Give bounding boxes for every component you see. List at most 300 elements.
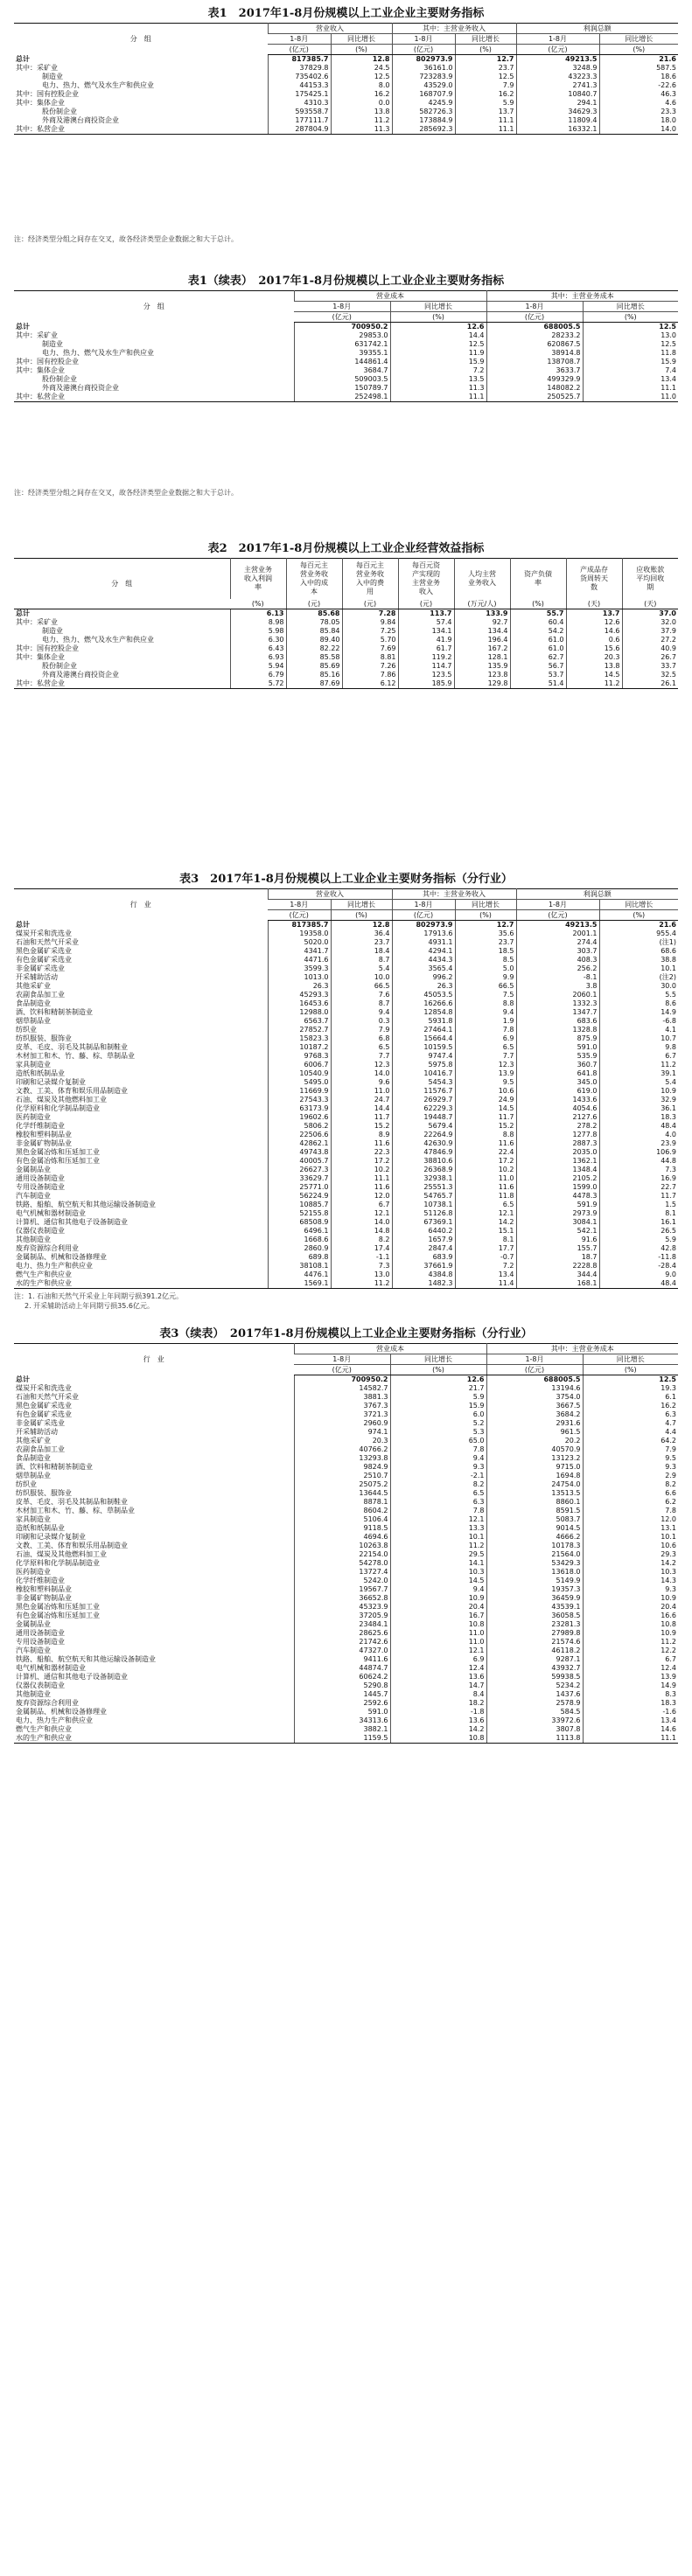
cell-value: 6.7 [599,1052,678,1061]
cell-value: 8591.5 [486,1507,583,1515]
cell-value: 1277.8 [516,1131,599,1139]
cell-value: 27852.7 [268,1026,331,1034]
cell-value: 133.9 [454,609,510,619]
cell-value: 735402.6 [268,73,331,81]
industry-header: 行 业 [129,900,151,909]
table-row [14,636,678,644]
cell-value: 591.0 [294,1708,390,1716]
cell-value: 15.9 [390,358,486,366]
row-label: 文教、工美、体育和娱乐用品制造业 [16,1542,128,1549]
row-label: 化学原料和化学制品制造业 [16,1559,100,1567]
cell-value: 11.2 [331,1279,392,1289]
cell-value: 12.1 [331,1209,392,1218]
row-label: 总计 [16,609,30,617]
cell-value: 41.9 [398,636,454,644]
cell-value: 1433.6 [516,1096,599,1104]
cell-value: 8878.1 [294,1498,390,1507]
cell-value: 26.1 [622,679,678,689]
table-row [14,1568,678,1577]
table-row [14,358,678,366]
unit-header: (亿元) [294,1365,390,1375]
table-row [14,1104,678,1113]
cell-value: 18.3 [599,1113,678,1122]
row-label: 橡胶和塑料制品业 [16,1131,72,1138]
cell-value: 63173.9 [268,1104,331,1113]
cell-value: 24.5 [331,64,392,73]
cell-value: 700950.2 [294,1375,390,1385]
cell-value: 13123.2 [486,1454,583,1463]
cell-value: 13644.5 [294,1489,390,1498]
cell-value: 5679.4 [392,1122,455,1131]
cell-value: 25771.0 [268,1183,331,1192]
yoy-header: 同比增长 [599,34,678,45]
cell-value: 4.1 [599,1026,678,1034]
indicator-header: 产成品存货周转天数 [566,559,622,600]
cell-value: 60.4 [510,618,566,627]
table-row [14,1183,678,1192]
cell-value: 14.4 [390,331,486,340]
row-label: 金属制品、机械和设备修理业 [16,1253,107,1261]
cell-value: -1.8 [390,1708,486,1716]
row-label: 燃气生产和供应业 [16,1725,72,1733]
row-label: 电力、热力生产和供应业 [16,1262,93,1270]
cell-value: 8.7 [331,956,392,964]
cell-value: 13.4 [455,1271,516,1279]
cell-value: 34629.3 [516,108,599,116]
cell-value: 22264.9 [392,1131,455,1139]
profit-header: 利润总额 [516,24,678,34]
row-label: 石油和天然气开采业 [16,938,79,946]
cell-value: 12.5 [583,1375,678,1385]
cell-value: 17.2 [331,1157,392,1166]
cell-value: 9.5 [583,1454,678,1463]
cell-value: 10.2 [331,1166,392,1174]
cost-header: 营业成本 [294,291,486,302]
row-label: 金属制品业 [16,1166,51,1173]
cell-value: 135.9 [454,662,510,671]
table-row [14,1078,678,1087]
table-row [14,1437,678,1445]
period-header: 1-8月 [268,900,331,910]
unit-header: (元) [342,599,398,609]
cell-value: 3721.3 [294,1410,390,1419]
row-label: 制造业 [42,73,63,80]
cell-value: 5.4 [599,1078,678,1087]
cell-value: 15.1 [455,1227,516,1236]
cell-value: 6.7 [331,1201,392,1209]
cell-value: 9.84 [342,618,398,627]
cell-value: 10.6 [455,1087,516,1096]
row-label: 其中：集体企业 [16,366,65,374]
table-row [14,1708,678,1716]
row-label: 木材加工和木、竹、藤、棕、草制品业 [16,1052,135,1060]
cell-value: 16453.6 [268,999,331,1008]
cell-value: 11.1 [390,393,486,402]
row-label: 烟草制品业 [16,1472,51,1479]
period-header: 1-8月 [516,900,599,910]
unit-header: (万元/人) [454,599,510,609]
cell-value: 12.1 [390,1515,486,1524]
cell-value: 21.6 [599,921,678,930]
cell-value: 29.3 [583,1550,678,1559]
row-label: 煤炭开采和洗选业 [16,929,72,937]
cell-value: 6.9 [390,1655,486,1664]
table3-note-1: 注：1. 石油和天然气开采业上年同期亏损391.2亿元。 [14,1292,184,1300]
cell-value: 9.8 [599,1043,678,1052]
cell-value: 19448.7 [392,1113,455,1122]
cell-value: 6006.7 [268,1061,331,1069]
cell-value: 4384.8 [392,1271,455,1279]
unit-header: (%) [390,312,486,323]
row-label: 开采辅助活动 [16,973,58,981]
cell-value: 167.2 [454,644,510,653]
row-label: 纺织服装、服饰业 [16,1489,72,1497]
table-row [14,1209,678,1218]
table-row [14,1480,678,1489]
cell-value: 7.5 [455,991,516,999]
table-row [14,64,678,73]
cell-value: 29.5 [390,1550,486,1559]
unit-header: (%) [455,910,516,921]
row-label: 其中：采矿业 [16,64,58,72]
cell-value: 45293.3 [268,991,331,999]
cell-value: 13.1 [583,1524,678,1533]
cell-value: 6.9 [455,1034,516,1043]
table-row [14,1375,678,1385]
yoy-header: 同比增长 [455,900,516,910]
cell-value: 10.2 [455,1166,516,1174]
cell-value: 11.2 [390,1542,486,1550]
cell-value: 22.7 [599,1183,678,1192]
table-row [14,1629,678,1638]
cell-value: 16.1 [599,1218,678,1227]
cell-value: 3767.3 [294,1402,390,1410]
cell-value: 12.0 [583,1515,678,1524]
unit-header: (元) [398,599,454,609]
cell-value: 13293.8 [294,1454,390,1463]
cell-value: 28625.6 [294,1629,390,1638]
cell-value: 4294.1 [392,947,455,956]
cell-value: 14.2 [390,1725,486,1734]
cell-value: 14.2 [583,1559,678,1568]
row-label: 造纸和纸制品业 [16,1069,65,1077]
row-label: 煤炭开采和洗选业 [16,1384,72,1392]
cell-value: 11.0 [390,1629,486,1638]
cell-value: 123.5 [398,671,454,679]
cell-value: 8.1 [599,1209,678,1218]
table-row [14,125,678,135]
row-label: 汽车制造业 [16,1647,51,1654]
cell-value: 688005.5 [486,323,583,332]
cell-value: 5.0 [455,964,516,973]
table-row [14,384,678,393]
table-row [14,1655,678,1664]
row-label: 水的生产和供应业 [14,1734,294,1744]
cell-value: 4054.6 [516,1104,599,1113]
cell-value: 2510.7 [294,1472,390,1480]
cell-value: 5.70 [342,636,398,644]
cell-value: 14.6 [566,627,622,636]
cell-value: 10416.7 [392,1069,455,1078]
cell-value: 40.9 [622,644,678,653]
cell-value: 12.1 [390,1647,486,1655]
cell-value: 1668.6 [268,1236,331,1244]
cell-value: 32.9 [599,1096,678,1104]
table-row [14,55,678,65]
row-label: 食品制造业 [16,999,51,1007]
table-row [14,1716,678,1725]
table-row [14,991,678,999]
cell-value: 26627.3 [268,1166,331,1174]
cell-value: 11576.7 [392,1087,455,1096]
cell-value: 87.69 [286,679,342,689]
cell-value: 593558.7 [268,108,331,116]
cell-value: 23281.3 [486,1620,583,1629]
cell-value: 7.2 [455,1262,516,1271]
cell-value: 5.9 [390,1393,486,1402]
cell-value: 13618.0 [486,1568,583,1577]
cell-value: 18.0 [599,116,678,125]
cell-value: 10840.7 [516,90,599,99]
cell-value: 48.4 [599,1122,678,1131]
cell-value: 175425.1 [268,90,331,99]
cell-value: 54278.0 [294,1559,390,1568]
table-row [14,1585,678,1594]
cell-value: 6.12 [342,679,398,689]
cell-value: 5290.8 [294,1681,390,1690]
cell-value: 9.4 [390,1454,486,1463]
table-row [14,393,678,402]
cell-value: 168707.9 [392,90,455,99]
cell-value: 1113.8 [486,1734,583,1744]
cell-value: 37661.9 [392,1262,455,1271]
cell-value: 817385.7 [268,921,331,930]
row-label: 其他制造业 [16,1236,51,1243]
cell-value: 19358.0 [268,929,331,938]
row-label: 非金属矿采选业 [16,964,65,972]
cell-value: 47846.9 [392,1148,455,1157]
table-row [14,366,678,375]
row-label: 其他制造业 [16,1690,51,1698]
cell-value: 4694.6 [294,1533,390,1542]
cell-value: 11.9 [390,349,486,358]
cell-value: 23484.1 [294,1620,390,1629]
cell-value: 683.9 [392,1253,455,1262]
cell-value: 5020.0 [268,938,331,947]
cell-value: 14.8 [331,1227,392,1236]
table-row [14,1594,678,1603]
cell-value: 17.2 [455,1157,516,1166]
cell-value: 57.4 [398,618,454,627]
yoy-header: 同比增长 [390,302,486,312]
cell-value: 16.7 [390,1612,486,1620]
table-row [14,1419,678,1428]
cell-value: 13.7 [455,108,516,116]
cell-value: 11.4 [455,1279,516,1289]
cell-value: 10.9 [599,1087,678,1096]
cell-value: 10.0 [331,973,392,982]
table-row [14,1445,678,1454]
unit-header: (天) [622,599,678,609]
cell-value: 620867.5 [486,340,583,349]
cell-value: 1569.1 [268,1279,331,1289]
cell-value: 5806.2 [268,1122,331,1131]
period-header: 1-8月 [392,34,455,45]
cell-value: 8.0 [331,81,392,90]
cell-value: 4666.2 [486,1533,583,1542]
indicator-header: 人均主营业务收入 [454,559,510,600]
cell-value: 3882.1 [294,1725,390,1734]
cell-value: 9.4 [390,1585,486,1594]
row-label: 专用设备制造业 [16,1183,65,1191]
row-label: 医药制造业 [16,1113,51,1121]
cell-value: 10.8 [390,1620,486,1629]
cell-value: 61.0 [510,644,566,653]
table-row [14,1673,678,1681]
cell-value: 8.98 [230,618,286,627]
cell-value: 360.7 [516,1061,599,1069]
cell-value: 3754.0 [486,1393,583,1402]
cell-value: 85.16 [286,671,342,679]
cell-value: 3.8 [516,982,599,991]
table-row [14,1148,678,1157]
cell-value: 12854.8 [392,1008,455,1017]
cell-value: 22.4 [455,1148,516,1157]
table3b-title: 表3（续表） 2017年1-8月份规模以上工业企业主要财务指标（分行业） [159,1327,533,1340]
cell-value: 54.2 [510,627,566,636]
cell-value: (注2) [599,973,678,982]
table-row [14,90,678,99]
cell-value: 345.0 [516,1078,599,1087]
cell-value: 2.9 [583,1472,678,1480]
cell-value: 10.8 [390,1734,486,1744]
cell-value: 13.8 [331,108,392,116]
cell-value: 36058.5 [486,1612,583,1620]
cell-value: 996.2 [392,973,455,982]
row-label: 石油和天然气开采业 [16,1393,79,1401]
row-label: 金属制品业 [16,1620,51,1628]
cell-value: -22.6 [599,81,678,90]
indicator-header: 每百元资产实现的主营业务收入 [398,559,454,600]
cell-value: 12.0 [331,1192,392,1201]
cell-value: 7.9 [455,81,516,90]
row-label: 非金属矿物制品业 [16,1139,72,1147]
cell-value: 26368.9 [392,1166,455,1174]
cell-value: 250525.7 [486,393,583,402]
cell-value: 2741.3 [516,81,599,90]
row-label: 总计 [16,322,30,331]
period-header: 1-8月 [486,302,583,312]
cell-value: 26.3 [268,982,331,991]
row-label: 文教、工美、体育和娱乐用品制造业 [16,1087,128,1095]
cell-value: 36161.0 [392,64,455,73]
unit-header: (亿元) [486,1365,583,1375]
cell-value: 1.9 [455,1017,516,1026]
cell-value: 11.3 [331,125,392,135]
cell-value: 12.5 [583,323,678,332]
cell-value: 10263.8 [294,1542,390,1550]
cell-value: 19567.7 [294,1585,390,1594]
table-row [14,340,678,349]
table-row [14,1690,678,1699]
indicator-header: 每百元主营业务收入中的费用 [342,559,398,600]
cell-value: 85.84 [286,627,342,636]
cell-value: 14.6 [583,1725,678,1734]
cell-value: 11.3 [390,384,486,393]
cell-value: 54765.7 [392,1192,455,1201]
cell-value: 46.3 [599,90,678,99]
cell-value: 12.4 [583,1664,678,1673]
cell-value: 12.8 [331,55,392,65]
cell-value: 85.58 [286,653,342,662]
cell-value: 6.2 [583,1498,678,1507]
cell-value: 6.6 [583,1489,678,1498]
cell-value: 14.0 [331,1218,392,1227]
cell-value: 2973.9 [516,1209,599,1218]
cell-value: 10.3 [583,1568,678,1577]
cell-value: 10885.7 [268,1201,331,1209]
table-row [14,618,678,627]
cell-value: 12.5 [331,73,392,81]
cell-value: 6.1 [583,1393,678,1402]
table-row [14,1734,678,1744]
cell-value: 34313.6 [294,1716,390,1725]
unit-header: (%) [331,45,392,55]
cell-value: 12.5 [583,340,678,349]
cell-value: 9.3 [583,1585,678,1594]
cell-value: 40005.7 [268,1157,331,1166]
cell-value: 129.8 [454,679,510,689]
cell-value: 51126.8 [392,1209,455,1218]
table-row [14,99,678,108]
table-row [14,1244,678,1253]
table-row [14,1192,678,1201]
table-row [14,679,678,689]
table-row [14,1043,678,1052]
cell-value: 875.9 [516,1034,599,1043]
unit-header: (%) [230,599,286,609]
table-row [14,1279,678,1289]
table-row [14,1559,678,1568]
row-label: 开采辅助活动 [16,1428,58,1436]
table-row [14,1638,678,1647]
cell-value: 6496.1 [268,1227,331,1236]
cell-value: 8.2 [331,1236,392,1244]
cell-value: 10159.5 [392,1043,455,1052]
row-label: 家具制造业 [16,1061,51,1069]
table3 [14,888,678,1289]
cell-value: 7.3 [599,1166,678,1174]
cell-value: 11.1 [583,384,678,393]
yoy-header: 同比增长 [331,34,392,45]
cell-value: 7.69 [342,644,398,653]
table-row [14,1454,678,1463]
cell-value: 185.9 [398,679,454,689]
group-header: 分 组 [129,34,151,43]
cell-value: 1348.4 [516,1166,599,1174]
cell-value: 11.0 [390,1638,486,1647]
cell-value: 10.9 [390,1594,486,1603]
cell-value: 10.7 [599,1034,678,1043]
cell-value: 294.1 [516,99,599,108]
cell-value: 12.4 [390,1664,486,1673]
cell-value: 5931.8 [392,1017,455,1026]
cell-value: 5149.9 [486,1577,583,1585]
cell-value: 14.0 [331,1069,392,1078]
table1b-note: 注：经济类型分组之间存在交叉，故各经济类型企业数据之和大于总计。 [14,489,238,497]
cell-value: 4.0 [599,1131,678,1139]
table-row [14,1489,678,1498]
